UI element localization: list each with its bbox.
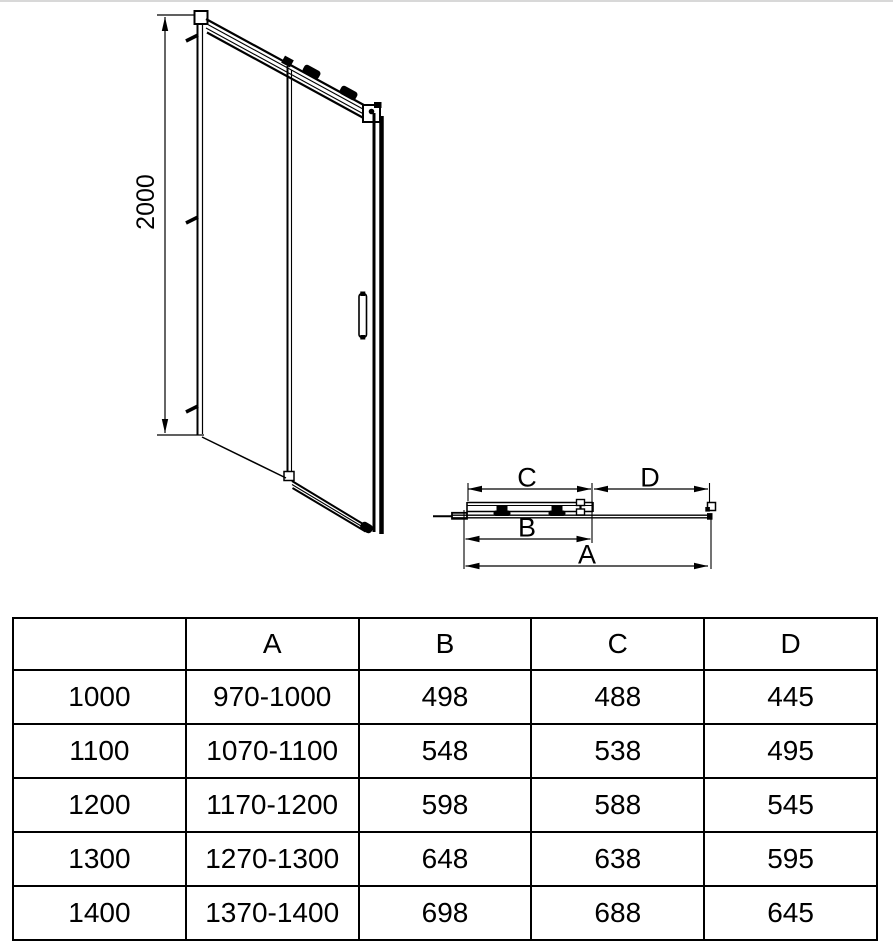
header-size — [13, 618, 186, 670]
b-cell: 598 — [359, 778, 532, 832]
header-c: C — [531, 618, 704, 670]
a-cell: 1070-1100 — [186, 724, 359, 778]
d-cell: 595 — [704, 832, 877, 886]
front-elevation-view — [132, 11, 382, 534]
middle-glass-edge — [284, 66, 294, 481]
dimension-c-label: C — [517, 462, 537, 493]
b-cell: 648 — [359, 832, 532, 886]
table-header-row — [13, 618, 877, 670]
roller-right — [339, 85, 358, 100]
dimension-d-label: D — [640, 462, 660, 493]
d-cell: 445 — [704, 670, 877, 724]
dimension-b-label: B — [517, 512, 537, 543]
dimension-d — [594, 463, 708, 493]
header-a: A — [186, 618, 359, 670]
wall-bracket-bottom — [186, 406, 198, 412]
wall-bracket-top — [186, 35, 198, 41]
roller-carriage-left — [494, 507, 510, 516]
c-cell: 538 — [531, 724, 704, 778]
b-cell: 548 — [359, 724, 532, 778]
c-cell: 488 — [531, 670, 704, 724]
a-cell: 970-1000 — [186, 670, 359, 724]
fixed-panel-bottom-edge — [202, 437, 286, 478]
table-row — [13, 670, 877, 724]
table-row — [13, 724, 877, 778]
table-row — [13, 832, 877, 886]
b-cell: 698 — [359, 886, 532, 940]
header-d: D — [704, 618, 877, 670]
wall-bracket-right — [706, 503, 716, 512]
door-bottom-rail — [292, 481, 374, 534]
c-cell: 588 — [531, 778, 704, 832]
size-cell: 1200 — [13, 778, 186, 832]
wall-bracket-middle — [186, 217, 198, 223]
door-stopper — [577, 500, 585, 516]
plan-top-view — [433, 463, 716, 570]
height-dimension — [132, 15, 204, 435]
a-cell: 1370-1400 — [186, 886, 359, 940]
c-cell: 638 — [531, 832, 704, 886]
dimension-a — [466, 540, 709, 570]
a-cell: 1170-1200 — [186, 778, 359, 832]
table-row — [13, 778, 877, 832]
wall-profile — [186, 11, 208, 435]
door-handle — [359, 292, 367, 339]
dimension-c — [468, 463, 591, 493]
dimension-b — [466, 513, 591, 543]
size-cell: 1100 — [13, 724, 186, 778]
size-cell: 1300 — [13, 832, 186, 886]
d-cell: 545 — [704, 778, 877, 832]
size-cell: 1000 — [13, 670, 186, 724]
c-cell: 688 — [531, 886, 704, 940]
height-dimension-label: 2000 — [132, 174, 160, 230]
dimensions-table — [12, 617, 878, 941]
top-rail — [206, 19, 381, 122]
b-cell: 498 — [359, 670, 532, 724]
door-right-stile — [374, 113, 382, 534]
header-b: B — [359, 618, 532, 670]
d-cell: 645 — [704, 886, 877, 940]
dimension-a-label: A — [577, 539, 597, 570]
d-cell: 495 — [704, 724, 877, 778]
a-cell: 1270-1300 — [186, 832, 359, 886]
roller-carriage-right — [549, 507, 565, 516]
table-row — [13, 886, 877, 940]
size-cell: 1400 — [13, 886, 186, 940]
